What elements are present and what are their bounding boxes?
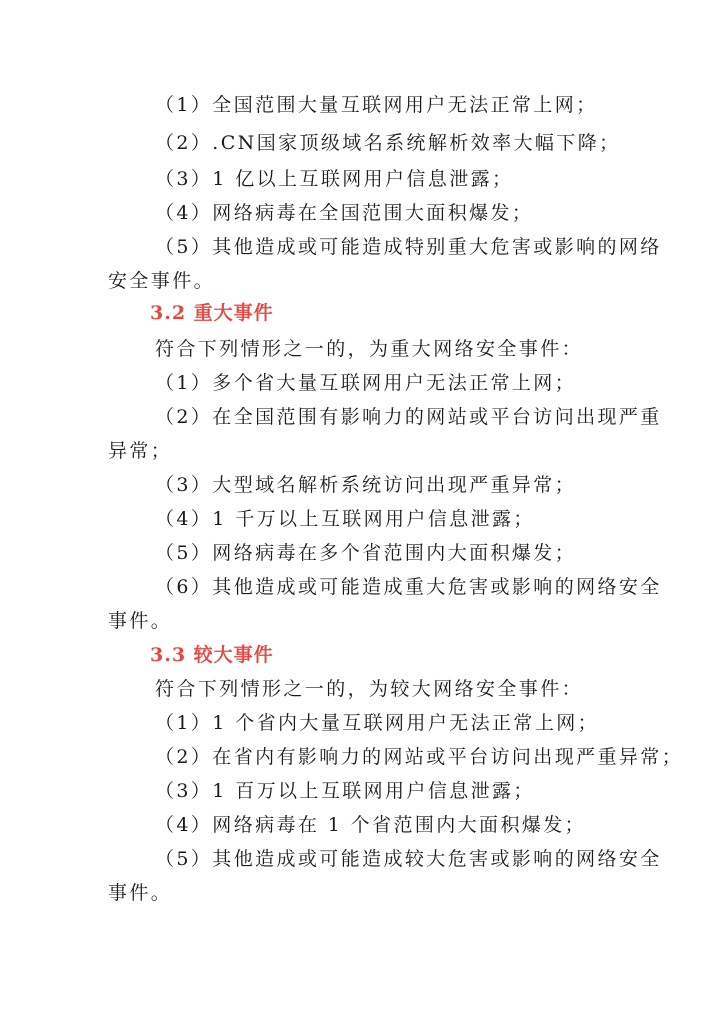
list-item: （3）大型域名解析系统访问出现严重异常； xyxy=(155,474,577,496)
section-intro: 符合下列情形之一的，为重大网络安全事件： xyxy=(155,338,584,360)
list-item: （5）其他造成或可能造成特别重大危害或影响的网络 xyxy=(155,236,662,258)
list-item: （2）在全国范围有影响力的网站或平台访问出现严重 xyxy=(155,406,662,428)
list-item: （3）1 百万以上互联网用户信息泄露； xyxy=(155,780,535,802)
list-item: （5）其他造成或可能造成较大危害或影响的网络安全 xyxy=(155,848,662,870)
section-intro: 符合下列情形之一的，为较大网络安全事件： xyxy=(155,678,584,700)
section-heading-3-2: 3.2 重大事件 xyxy=(150,302,274,324)
list-item: （3）1 亿以上互联网用户信息泄露； xyxy=(155,168,514,190)
list-item-continuation: 事件。 xyxy=(108,882,173,904)
list-item-continuation: 事件。 xyxy=(108,610,173,632)
list-item: （1）多个省大量互联网用户无法正常上网； xyxy=(155,372,577,394)
section-heading-3-3: 3.3 较大事件 xyxy=(150,644,274,666)
list-item: （6）其他造成或可能造成重大危害或影响的网络安全 xyxy=(155,576,662,598)
list-item: （2）.CN国家顶级域名系统解析效率大幅下降； xyxy=(155,132,621,154)
list-item: （4）网络病毒在 1 个省范围内大面积爆发； xyxy=(155,814,587,836)
list-item: （5）网络病毒在多个省范围内大面积爆发； xyxy=(155,542,577,564)
list-item: （4）1 千万以上互联网用户信息泄露； xyxy=(155,508,535,530)
list-item-continuation: 安全事件。 xyxy=(108,270,216,292)
list-item: （1）全国范围大量互联网用户无法正常上网； xyxy=(155,94,598,116)
list-item-continuation: 异常； xyxy=(108,440,173,462)
list-item: （2）在省内有影响力的网站或平台访问出现严重异常； xyxy=(155,746,684,768)
list-item: （4）网络病毒在全国范围大面积爆发； xyxy=(155,202,534,224)
list-item: （1）1 个省内大量互联网用户无法正常上网； xyxy=(155,712,600,734)
